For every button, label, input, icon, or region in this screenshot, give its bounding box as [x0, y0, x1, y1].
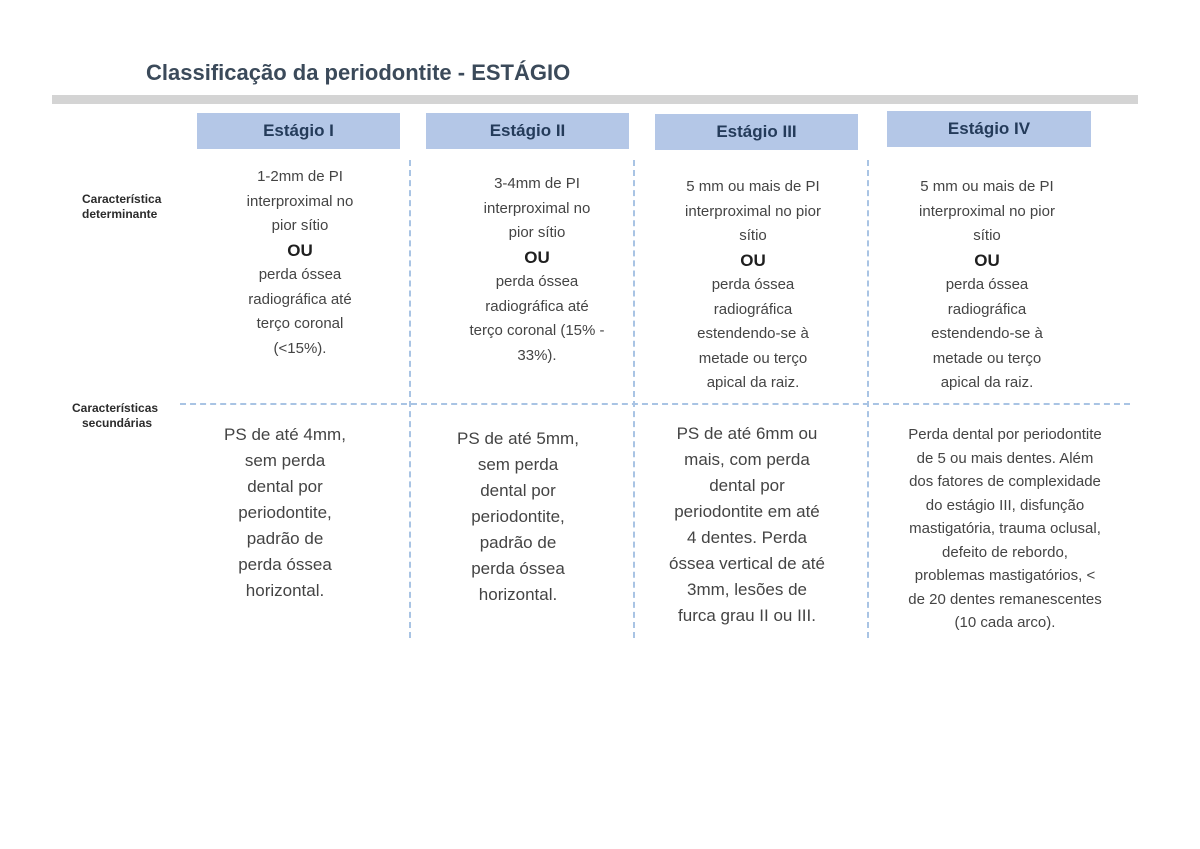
cell-line: horizontal.	[245, 581, 325, 600]
cell-line: problemas mastigatórios, <	[914, 567, 1096, 584]
cell-line: interproximal no	[483, 199, 591, 217]
row-label-line: Características	[72, 401, 159, 415]
cell-line: periodontite,	[471, 507, 565, 526]
cell-line: radiográfica até	[485, 297, 589, 315]
cell-line: radiográfica até	[248, 290, 352, 308]
cell-line: furca grau II ou III.	[678, 606, 816, 625]
cell-line-ou: OU	[740, 250, 766, 270]
cell-line: perda óssea	[258, 266, 342, 283]
cell-determinante-stage-2	[437, 172, 637, 368]
cell-line: pior sítio	[508, 224, 566, 241]
cell-line: 4 dentes. Perda	[686, 528, 808, 547]
cell-line: 33%).	[517, 346, 557, 364]
cell-line: terço coronal	[256, 315, 344, 332]
cell-line: óssea vertical de até	[669, 554, 825, 573]
cell-line: de 5 ou mais dentes. Além	[916, 449, 1094, 467]
row-label-line: Característica	[82, 192, 162, 206]
row-label-secundarias	[72, 401, 158, 431]
cell-line: (10 cada arco).	[954, 614, 1056, 631]
cell-line: 1-2mm de PI	[257, 168, 343, 185]
cell-line: defeito de rebordo,	[942, 543, 1068, 561]
header-stage-2: Estágio II	[426, 113, 629, 149]
cell-line-ou: OU	[287, 240, 313, 260]
cell-line: perda óssea	[711, 276, 795, 293]
cell-line: periodontite em até	[674, 502, 820, 521]
cell-line: perda óssea	[945, 276, 1029, 293]
cell-line: radiográfica	[713, 300, 793, 318]
cell-line: perda óssea	[471, 559, 565, 578]
cell-line: interproximal no pior	[919, 202, 1055, 220]
cell-line: interproximal no pior	[685, 202, 821, 220]
cell-line: dental por	[480, 481, 556, 500]
cell-determinante-stage-3	[648, 175, 858, 396]
cell-line: Perda dental por periodontite	[908, 426, 1102, 443]
header-stage-3: Estágio III	[655, 114, 858, 150]
cell-line: sítio	[973, 227, 1001, 244]
cell-line: sem perda	[244, 451, 326, 470]
cell-line: mastigatória, trauma oclusal,	[909, 520, 1101, 537]
header-stage-4: Estágio IV	[887, 111, 1091, 147]
cell-line-ou: OU	[524, 247, 550, 267]
cell-line: 5 mm ou mais de PI	[920, 178, 1054, 195]
cell-line: dental por	[709, 476, 785, 495]
cell-line: PS de até 6mm ou	[676, 424, 818, 443]
page-title: Classificação da periodontite - ESTÁGIO	[146, 60, 571, 85]
title-underline	[52, 95, 1138, 104]
cell-line: padrão de	[246, 529, 324, 548]
cell-line: (<15%).	[273, 339, 327, 357]
cell-line: estendendo-se à	[697, 325, 809, 342]
cell-line: periodontite,	[238, 503, 332, 522]
cell-line: radiográfica	[947, 300, 1027, 318]
cell-determinante-stage-4	[882, 175, 1092, 396]
cell-secundarias-stage-3	[642, 421, 852, 629]
cell-secundarias-stage-1	[185, 422, 385, 604]
cell-line: perda óssea	[495, 273, 579, 290]
row-divider	[180, 403, 1130, 405]
row-label-determinante	[82, 192, 161, 222]
cell-line: de 20 dentes remanescentes	[908, 590, 1102, 608]
cell-line: pior sítio	[271, 217, 329, 234]
cell-line: 3-4mm de PI	[494, 175, 580, 192]
column-divider	[867, 160, 869, 638]
cell-line: 5 mm ou mais de PI	[686, 178, 820, 195]
cell-line: sítio	[739, 227, 767, 244]
cell-determinante-stage-1	[200, 165, 400, 361]
cell-secundarias-stage-4	[874, 423, 1136, 635]
column-divider	[409, 160, 411, 638]
cell-line: dental por	[247, 477, 323, 496]
cell-line: terço coronal (15% -	[469, 322, 605, 339]
cell-line: interproximal no	[246, 192, 354, 210]
cell-line: metade ou terço	[698, 349, 808, 367]
cell-line: do estágio III, disfunção	[925, 496, 1085, 514]
cell-line: sem perda	[477, 455, 559, 474]
cell-line: mais, com perda	[684, 450, 810, 469]
cell-secundarias-stage-2	[418, 426, 618, 608]
cell-line: dos fatores de complexidade	[909, 473, 1101, 490]
row-label-line: determinante	[82, 207, 158, 221]
header-stage-1: Estágio I	[197, 113, 400, 149]
cell-line: 3mm, lesões de	[687, 580, 807, 599]
cell-line: padrão de	[479, 533, 557, 552]
cell-line: PS de até 5mm,	[457, 429, 579, 448]
cell-line: apical da raiz.	[706, 374, 800, 391]
cell-line: perda óssea	[238, 555, 332, 574]
row-label-line: secundárias	[82, 416, 153, 430]
cell-line: estendendo-se à	[931, 325, 1043, 342]
cell-line: PS de até 4mm,	[224, 425, 346, 444]
cell-line-ou: OU	[974, 250, 1000, 270]
cell-line: metade ou terço	[932, 349, 1042, 367]
cell-line: horizontal.	[478, 585, 558, 604]
cell-line: apical da raiz.	[940, 374, 1034, 391]
